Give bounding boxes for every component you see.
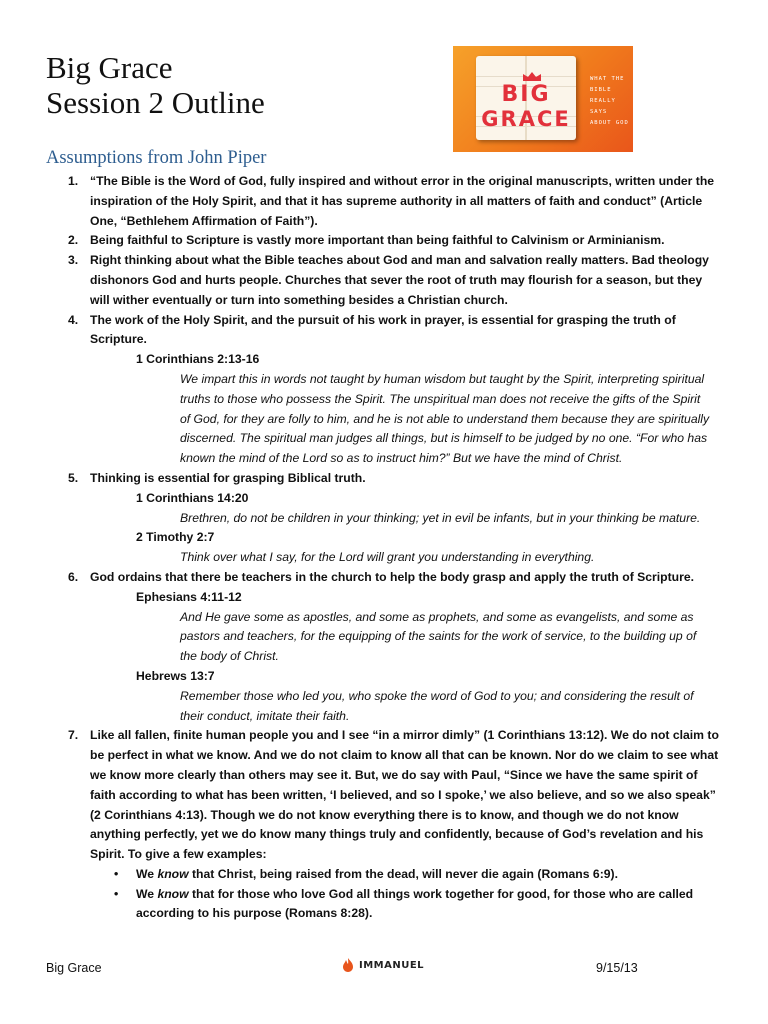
- list-item: 1. “The Bible is the Word of God, fully inspired and without error in the original manuscripts, written under the inspiration of the Holy Spirit, and that it has supreme authority in all matters of faith and conduct” (Article One, “Bethlehem Affirmation of Faith”).: [68, 174, 715, 228]
- scripture-quote: And He gave some as apostles, and some as prophets, and some as evangelists, and some as pastors and teachers, for the equipping of the saints for the work of service, to the building up of the body of Christ.: [180, 609, 697, 664]
- scripture-quote: Remember those who led you, who spoke the word of God to you; and considering the result of their conduct, imitate their faith.: [180, 688, 694, 723]
- book-cover-image: [453, 46, 633, 152]
- section-heading: Assumptions from John Piper: [46, 148, 267, 168]
- footer-date: 9/15/13: [596, 961, 638, 975]
- cover-subtitle: WHAT THE BIBLE REALLY SAYS ABOUT GOD: [590, 76, 629, 126]
- cover-word-big: BIG: [501, 82, 551, 107]
- immanuel-logo: [341, 956, 424, 974]
- cover-word-grace: GRACE: [481, 107, 571, 131]
- footer-left: Big Grace: [46, 961, 102, 975]
- scripture-quote: Think over what I say, for the Lord will grant you understanding in everything.: [180, 550, 595, 565]
- list-item: 4. The work of the Holy Spirit, and the pursuit of his work in prayer, is essential for grasping the truth of Scripture.: [68, 312, 676, 347]
- crown-icon: [522, 71, 542, 82]
- document-title: [46, 50, 265, 120]
- scripture-quote: We impart this in words not taught by human wisdom but taught by the Spirit, interpreting spiritual truths to those who possess the Spirit. The unspiritual man does not receive the gifts of the Spirit of God, for they are folly to him, and he is not able to understand them because they are spiritually discerned. The spiritual man judges all things, but is himself to be judged by no one. “For who has known the mind of the Lord so as to instruct him?” But we have the mind of Christ.: [180, 371, 710, 466]
- scripture-reference: Hebrews 13:7: [136, 668, 215, 683]
- list-item: 7. Like all fallen, finite human people you and I see “in a mirror dimly” (1 Corinthians 13:12). We do not claim to be perfect in what we know. And we do not claim to know all that can be known. Nor do we claim to see what we know more clearly than others may see it. But, we do say with Paul, “Since we have the same spirit of faith according to what has been written, ‘I believed, and so I spoke,’ we also believe, and so we also speak” (2 Corinthians 4:13). Though we do not know everything there is to know, and though we do not know anything perfectly, yet we do know many things truly and confidently, because of God’s revelation and his Spirit. To give a few examples:: [68, 728, 719, 862]
- title-line-1: Big Grace: [46, 50, 173, 85]
- outline-list: [0, 172, 768, 924]
- title-line-2: Session 2 Outline: [46, 85, 265, 120]
- scripture-reference: 1 Corinthians 14:20: [136, 490, 249, 505]
- scripture-reference: 1 Corinthians 2:13-16: [136, 352, 260, 367]
- scripture-reference: Ephesians 4:11-12: [136, 589, 242, 604]
- bullet-item: • We know that for those who love God all things work together for good, for those who are called according to his purpose (Romans 8:28).: [114, 886, 694, 921]
- flame-icon: [341, 958, 355, 972]
- list-item: 5. Thinking is essential for grasping Biblical truth.: [68, 470, 366, 485]
- list-item: 3. Right thinking about what the Bible teaches about God and man and salvation really matters. Bad theology dishonors God and hurts people. Churches that sever the root of truth may flourish for a season, but they will wither eventually or turn into something besides a Christian church.: [68, 253, 709, 307]
- bullet-item: • We know that Christ, being raised from the dead, will never die again (Romans 6:9).: [114, 866, 618, 881]
- scripture-quote: Brethren, do not be children in your thinking; yet in evil be infants, but in your thinking be mature.: [180, 510, 701, 525]
- scripture-reference: 2 Timothy 2:7: [136, 530, 215, 545]
- open-book-graphic: [476, 56, 576, 140]
- list-item: 2. Being faithful to Scripture is vastly more important than being faithful to Calvinism or Arminianism.: [68, 233, 665, 248]
- logo-text: IMMANUEL: [359, 959, 425, 971]
- list-item: 6. God ordains that there be teachers in the church to help the body grasp and apply the truth of Scripture.: [68, 569, 695, 584]
